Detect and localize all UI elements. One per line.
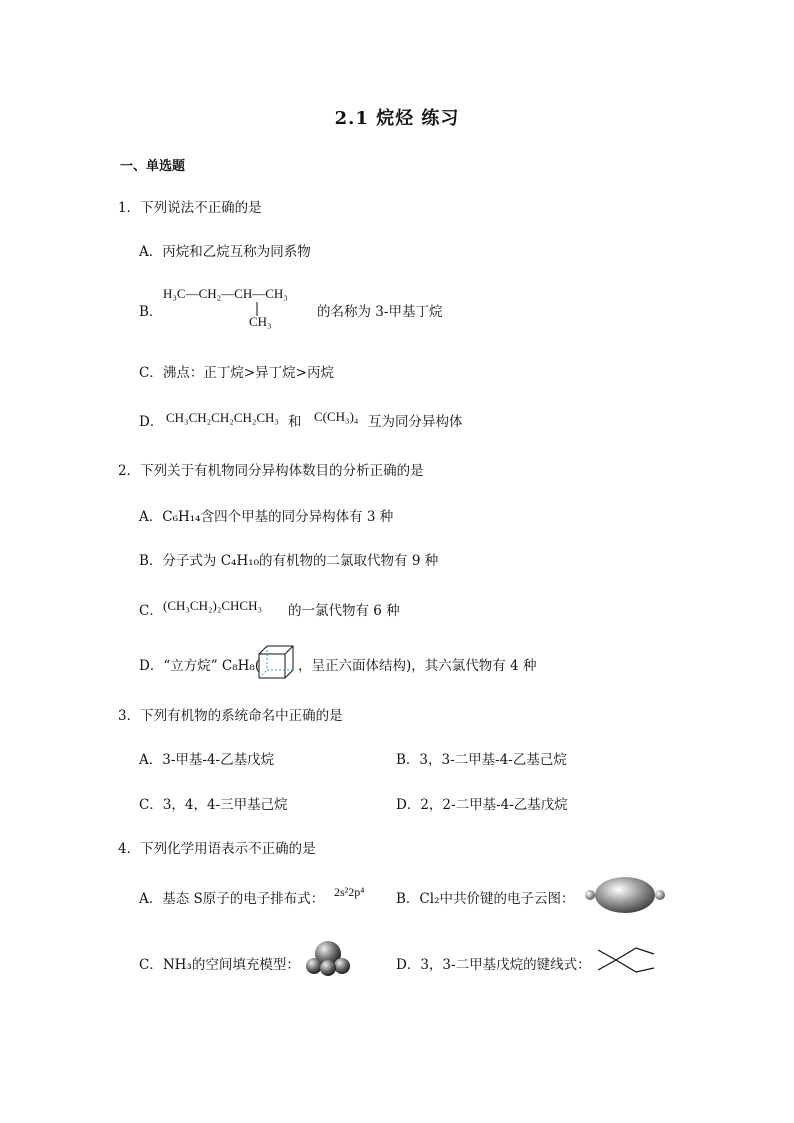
- q3-option-c: C．3，4，4-三甲基己烷: [139, 797, 288, 813]
- q1-option-d-label: D．: [139, 414, 164, 430]
- electron-cloud-icon: [584, 875, 666, 915]
- cube-structure-icon: [256, 644, 298, 680]
- page-title: 2.1 烷烃 练习: [334, 108, 460, 129]
- q2-option-d-tail: ，呈正六面体结构)，其六氯代物有 4 种: [298, 658, 537, 674]
- q4-option-a-head: A．基态 S原子的电子排布式：: [139, 891, 325, 907]
- bond-line-formula-icon: [596, 946, 656, 974]
- q3-option-b: B．3，3-二甲基-4-乙基己烷: [396, 752, 567, 768]
- q2-option-c-formula: (CH₃CH₂)₂CHCH₃: [163, 598, 263, 613]
- q2-option-c-label: C．: [139, 603, 163, 619]
- q4-option-d-head: D．3，3-二甲基戊烷的键线式：: [396, 957, 591, 973]
- q1-option-d-and: 和: [288, 414, 302, 430]
- nh3-space-filling-icon: [304, 940, 352, 976]
- q1-option-b-structure-branch: CH₃: [249, 314, 272, 329]
- q4-option-a-config: 2s²2p⁴: [334, 885, 365, 899]
- q1-option-d-formula-1: CH₃CH₂CH₂CH₂CH₃: [166, 410, 279, 425]
- q3-option-d: D．2，2-二甲基-4-乙基戊烷: [396, 797, 568, 813]
- q1-option-b-structure-main: H₃C—CH₂—CH—CH₃: [163, 286, 288, 301]
- question-3-stem: 3．下列有机物的系统命名中正确的是: [118, 708, 343, 724]
- question-4-stem: 4．下列化学用语表示不正确的是: [118, 841, 316, 857]
- q1-option-a: A．丙烷和乙烷互称为同系物: [139, 244, 311, 260]
- q2-option-d-head: D．“立方烷” C₈H₈(: [139, 658, 261, 674]
- question-2-stem: 2．下列关于有机物同分异构体数目的分析正确的是: [118, 463, 424, 479]
- q2-option-c-text: 的一氯代物有 6 种: [288, 603, 400, 619]
- question-1-stem: 1．下列说法不正确的是: [118, 200, 262, 216]
- q2-option-b: B．分子式为 C₄H₁₀的有机物的二氯取代物有 9 种: [139, 553, 439, 569]
- section-heading: 一、单选题: [120, 159, 186, 174]
- q1-option-b-text: 的名称为 3-甲基丁烷: [317, 304, 443, 320]
- q3-option-a: A．3-甲基-4-乙基戊烷: [139, 752, 275, 768]
- q1-option-b-label: B．: [139, 304, 163, 320]
- q4-option-c-head: C．NH₃的空间填充模型：: [139, 957, 300, 973]
- q1-option-d-formula-2: C(CH₃)₄: [314, 409, 359, 424]
- q1-option-c: C．沸点：正丁烷>异丁烷>丙烷: [139, 365, 334, 381]
- q4-option-b-head: B．Cl₂中共价键的电子云图：: [396, 891, 575, 907]
- q1-option-d-text: 互为同分异构体: [368, 414, 463, 430]
- q2-option-a: A．C₆H₁₄含四个甲基的同分异构体有 3 种: [139, 509, 394, 525]
